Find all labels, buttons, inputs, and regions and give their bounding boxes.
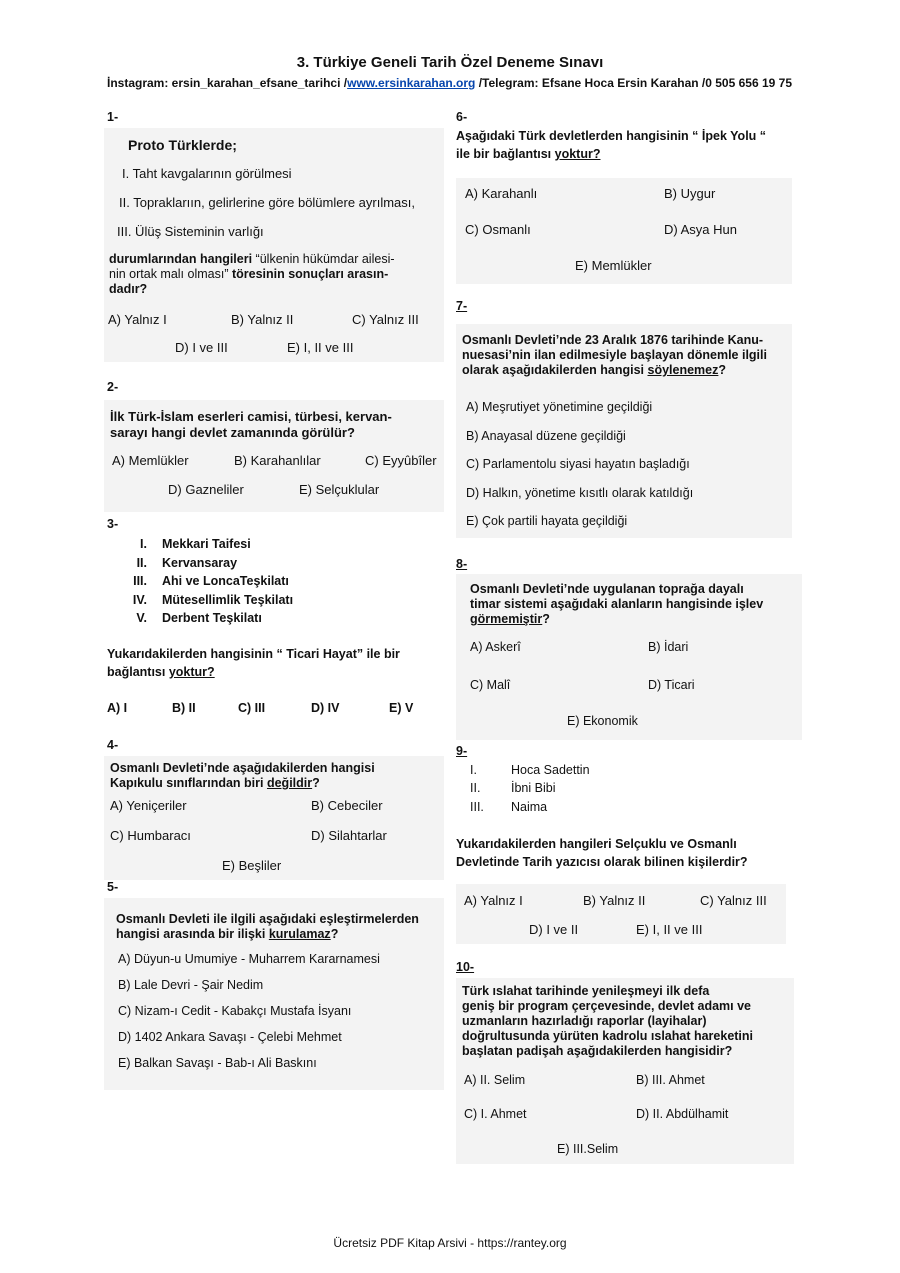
q1-stem bbox=[109, 252, 444, 297]
q7-stem bbox=[462, 333, 790, 378]
q2-option-e[interactable]: E) Selçuklular bbox=[299, 482, 380, 497]
q6-option-e[interactable]: E) Memlükler bbox=[575, 258, 652, 273]
q6-option-a[interactable]: A) Karahanlı bbox=[465, 186, 538, 201]
q3-stem bbox=[107, 645, 447, 681]
q10-stem-3: uzmanların hazırladığı raporlar (layihalar) bbox=[462, 1014, 707, 1028]
q9-option-e[interactable]: E) I, II ve III bbox=[636, 922, 703, 937]
q9-item-3: Naima bbox=[511, 799, 548, 814]
q10-option-a[interactable]: A) II. Selim bbox=[464, 1073, 526, 1087]
q8-option-e[interactable]: E) Ekonomik bbox=[567, 714, 638, 728]
q5-option-a[interactable]: A) Düyun-u Umumiye - Muharrem Kararnamesi bbox=[118, 952, 380, 966]
q1-option-a[interactable]: A) Yalnız I bbox=[108, 312, 167, 327]
q10-option-d[interactable]: D) II. Abdülhamit bbox=[636, 1107, 729, 1121]
q3-item-2: Kervansaray bbox=[162, 555, 238, 570]
website-link[interactable]: www.ersinkarahan.org bbox=[347, 76, 476, 90]
q1-stem-e: dadır? bbox=[109, 282, 148, 296]
q5-stem-2a: hangisi arasında bir ilişki bbox=[116, 927, 269, 941]
q4-option-b[interactable]: B) Cebeciler bbox=[311, 798, 383, 813]
q8-option-d[interactable]: D) Ticari bbox=[648, 678, 695, 692]
q1-stem-b: “ülkenin hükümdar ailesi- bbox=[252, 252, 395, 266]
instagram-text: İnstagram: ersin_karahan_efsane_tarihci / bbox=[107, 76, 348, 90]
q8-option-b[interactable]: B) İdari bbox=[648, 640, 689, 654]
q1-stem-d: töresinin sonuçları arasın- bbox=[228, 267, 389, 281]
q5-option-b[interactable]: B) Lale Devri - Şair Nedim bbox=[118, 978, 264, 992]
q6-stem-1: Aşağıdaki Türk devletlerden hangisinin “ İpek Yolu “ bbox=[456, 129, 767, 143]
q8-number: 8- bbox=[456, 557, 468, 571]
q9-numeral-3: III. bbox=[470, 799, 484, 814]
q6-option-c[interactable]: C) Osmanlı bbox=[465, 222, 531, 237]
q3-item-3: Ahi ve LoncaTeşkilatı bbox=[162, 574, 289, 589]
q3-items bbox=[162, 535, 293, 628]
q1-stem-a: durumlarından hangileri bbox=[109, 252, 253, 266]
q6-option-b[interactable]: B) Uygur bbox=[664, 186, 716, 201]
q10-stem bbox=[462, 984, 792, 1059]
q8-stem bbox=[470, 582, 800, 627]
q1-item-1: I. Taht kavgalarının görülmesi bbox=[122, 166, 292, 181]
q4-number: 4- bbox=[107, 738, 119, 752]
q7-option-d[interactable]: D) Halkın, yönetime kısıtlı olarak katıldığı bbox=[466, 486, 694, 500]
q4-option-a[interactable]: A) Yeniçeriler bbox=[110, 798, 187, 813]
q5-option-e[interactable]: E) Balkan Savaşı - Bab-ı Ali Baskını bbox=[118, 1056, 317, 1070]
q3-option-d[interactable]: D) IV bbox=[311, 701, 340, 715]
q7-number: 7- bbox=[456, 299, 468, 313]
q4-option-d[interactable]: D) Silahtarlar bbox=[311, 828, 387, 843]
footer-source: Ücretsiz PDF Kitap Arsivi - https://rantey.org bbox=[333, 1236, 567, 1250]
q1-item-2: II. Topraklarıın, gelirlerine göre bölümlere ayrılması, bbox=[119, 195, 415, 210]
q6-stem-2b: yoktur? bbox=[554, 147, 601, 161]
q5-stem-1: Osmanlı Devleti ile ilgili aşağıdaki eşleştirmelerden bbox=[116, 912, 419, 926]
q9-numeral-2: II. bbox=[470, 781, 481, 796]
q2-option-d[interactable]: D) Gazneliler bbox=[168, 482, 244, 497]
q3-option-c[interactable]: C) III bbox=[238, 701, 266, 715]
q5-number: 5- bbox=[107, 880, 119, 894]
q2-stem bbox=[110, 409, 444, 441]
q1-stem-c: nin ortak malı olması” bbox=[109, 267, 229, 281]
q7-stem-3a: olarak aşağıdakilerden hangisi bbox=[462, 363, 648, 377]
q6-number: 6- bbox=[456, 110, 468, 124]
q3-stem-1: Yukarıdakilerden hangisinin “ Ticari Hayat” ile bir bbox=[107, 647, 400, 661]
q1-number: 1- bbox=[107, 110, 119, 124]
q1-intro: Proto Türklerde; bbox=[128, 137, 237, 153]
q8-stem-2: timar sistemi aşağıdaki alanların hangisinde işlev bbox=[470, 597, 764, 611]
q5-option-d[interactable]: D) 1402 Ankara Savaşı - Çelebi Mehmet bbox=[118, 1030, 342, 1044]
q3-numeral-2: II. bbox=[136, 555, 147, 570]
q10-number: 10- bbox=[456, 960, 475, 974]
q10-option-e[interactable]: E) III.Selim bbox=[557, 1142, 619, 1156]
q8-stem-3a: görmemiştir bbox=[470, 612, 543, 626]
q4-stem bbox=[110, 761, 444, 791]
q2-option-c[interactable]: C) Eyyûbîler bbox=[365, 453, 437, 468]
q3-option-a[interactable]: A) I bbox=[107, 701, 128, 715]
q7-option-c[interactable]: C) Parlamentolu siyasi hayatın başladığı bbox=[466, 457, 690, 471]
q9-option-d[interactable]: D) I ve II bbox=[529, 922, 579, 937]
q3-option-b[interactable]: B) II bbox=[172, 701, 196, 715]
q7-option-a[interactable]: A) Meşrutiyet yönetimine geçildiği bbox=[466, 400, 653, 414]
q3-numerals bbox=[113, 535, 147, 628]
q2-option-a[interactable]: A) Memlükler bbox=[112, 453, 189, 468]
q9-option-a[interactable]: A) Yalnız I bbox=[464, 893, 523, 908]
q7-stem-3c: ? bbox=[718, 363, 727, 377]
q10-stem-4: doğrultusunda yürüten kadrolu ıslahat hareketini bbox=[462, 1029, 754, 1043]
q1-option-d[interactable]: D) I ve III bbox=[175, 340, 228, 355]
q5-stem-2c: ? bbox=[330, 927, 339, 941]
q4-stem-2c: ? bbox=[312, 776, 320, 790]
q9-option-c[interactable]: C) Yalnız III bbox=[700, 893, 767, 908]
q8-stem-1: Osmanlı Devleti’nde uygulanan toprağa dayalı bbox=[470, 582, 744, 596]
q4-option-c[interactable]: C) Humbaracı bbox=[110, 828, 191, 843]
q3-stem-2a: bağlantısı bbox=[107, 665, 169, 679]
q3-item-4: Mütesellimlik Teşkilatı bbox=[162, 592, 294, 607]
q7-stem-3b: söylenemez bbox=[647, 363, 719, 377]
q3-number: 3- bbox=[107, 517, 119, 531]
q9-numeral-1: I. bbox=[470, 763, 477, 777]
q3-option-e[interactable]: E) V bbox=[389, 701, 414, 715]
q6-stem bbox=[456, 127, 796, 163]
q8-option-a[interactable]: A) Askerî bbox=[470, 640, 521, 654]
q3-stem-2b: yoktur? bbox=[168, 665, 215, 679]
q9-item-1: Hoca Sadettin bbox=[511, 763, 590, 777]
contact-line bbox=[107, 76, 792, 90]
q5-stem-2b: kurulamaz bbox=[268, 927, 331, 941]
q3-item-5: Derbent Teşkilatı bbox=[162, 611, 262, 626]
q5-stem bbox=[116, 912, 444, 942]
q4-option-e[interactable]: E) Beşliler bbox=[222, 858, 282, 873]
q3-item-1: Mekkari Taifesi bbox=[162, 537, 251, 551]
telegram-phone-text: /Telegram: Efsane Hoca Ersin Karahan /0 505 656 19 75 bbox=[475, 76, 792, 90]
q8-stem-3b: ? bbox=[542, 612, 550, 626]
q1-item-3: III. Ülüş Sisteminin varlığı bbox=[117, 224, 264, 239]
q6-option-d[interactable]: D) Asya Hun bbox=[664, 222, 737, 237]
exam-title: 3. Türkiye Geneli Tarih Özel Deneme Sınavı bbox=[296, 54, 604, 71]
q9-stem bbox=[456, 835, 796, 871]
q1-option-e[interactable]: E) I, II ve III bbox=[287, 340, 354, 355]
q6-stem-2a: ile bir bağlantısı bbox=[456, 147, 555, 161]
q4-stem-2a: Kapıkulu sınıflarından biri bbox=[110, 776, 267, 790]
q9-stem-2: Devletinde Tarih yazıcısı olarak bilinen kişilerdir? bbox=[456, 855, 748, 869]
q10-option-c[interactable]: C) I. Ahmet bbox=[464, 1107, 527, 1121]
q9-number: 9- bbox=[456, 744, 468, 758]
q7-option-e[interactable]: E) Çok partili hayata geçildiği bbox=[466, 514, 628, 528]
q3-numeral-4: IV. bbox=[132, 592, 147, 607]
q2-stem-2: sarayı hangi devlet zamanında görülür? bbox=[110, 425, 355, 440]
q7-option-b[interactable]: B) Anayasal düzene geçildiği bbox=[466, 429, 626, 443]
q10-stem-2: geniş bir program çerçevesinde, devlet adamı ve bbox=[462, 999, 752, 1013]
q9-numerals bbox=[470, 761, 484, 816]
q3-numeral-1: I. bbox=[140, 537, 147, 551]
q2-stem-1: İlk Türk-İslam eserleri camisi, türbesi, kervan- bbox=[110, 409, 392, 424]
q9-item-2: İbni Bibi bbox=[511, 781, 556, 796]
q2-option-b[interactable]: B) Karahanlılar bbox=[234, 453, 321, 468]
q9-option-b[interactable]: B) Yalnız II bbox=[583, 893, 646, 908]
q1-option-c[interactable]: C) Yalnız III bbox=[352, 312, 419, 327]
q2-number: 2- bbox=[107, 380, 119, 394]
q3-numeral-5: V. bbox=[136, 611, 147, 626]
q5-option-c[interactable]: C) Nizam-ı Cedit - Kabakçı Mustafa İsyanı bbox=[118, 1004, 352, 1018]
q8-option-c[interactable]: C) Malî bbox=[470, 678, 511, 692]
q4-stem-2b: değildir bbox=[266, 776, 313, 790]
q7-stem-2: nuesasi’nin ilan edilmesiyle başlayan dönemle ilgili bbox=[462, 348, 767, 362]
q1-option-b[interactable]: B) Yalnız II bbox=[231, 312, 294, 327]
q10-option-b[interactable]: B) III. Ahmet bbox=[636, 1073, 705, 1087]
q7-stem-1: Osmanlı Devleti’nde 23 Aralık 1876 tarihinde Kanu- bbox=[462, 333, 764, 347]
q10-stem-1: Türk ıslahat tarihinde yenileşmeyi ilk defa bbox=[462, 984, 710, 998]
q10-stem-5: başlatan padişah aşağıdakilerden hangisidir? bbox=[462, 1044, 733, 1058]
q9-stem-1: Yukarıdakilerden hangileri Selçuklu ve Osmanlı bbox=[456, 837, 737, 851]
q3-numeral-3: III. bbox=[133, 574, 147, 589]
q9-items bbox=[511, 761, 590, 816]
q4-stem-1: Osmanlı Devleti’nde aşağıdakilerden hangisi bbox=[110, 761, 375, 775]
